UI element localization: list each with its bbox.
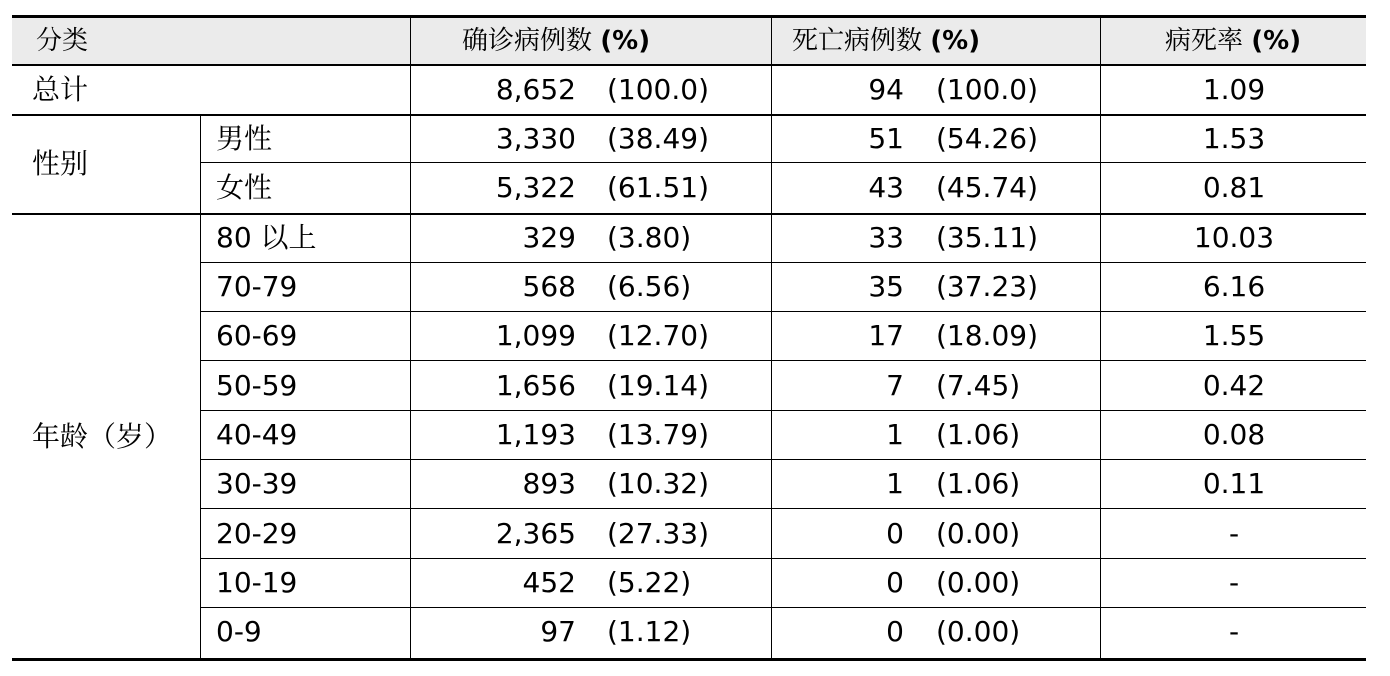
row-label: 20-29 bbox=[216, 517, 298, 550]
row-divider bbox=[12, 213, 1366, 215]
death-count: 7 bbox=[886, 369, 904, 402]
row-label: 女性 bbox=[216, 171, 273, 204]
cfr-value: 0.08 bbox=[1202, 418, 1266, 451]
confirmed-pct: (1.12) bbox=[607, 615, 692, 648]
death-pct: (0.00) bbox=[936, 517, 1021, 550]
confirmed-count: 893 bbox=[522, 467, 576, 500]
death-pct: (1.06) bbox=[936, 418, 1021, 451]
death-pct: (0.00) bbox=[936, 615, 1021, 648]
cfr-value: 0.81 bbox=[1202, 171, 1266, 204]
death-pct: (18.09) bbox=[936, 319, 1039, 352]
row-divider bbox=[200, 262, 1366, 263]
row-label: 30-39 bbox=[216, 467, 298, 500]
death-pct: (7.45) bbox=[936, 369, 1021, 402]
death-pct: (35.11) bbox=[936, 221, 1039, 254]
row-label: 40-49 bbox=[216, 418, 298, 451]
group-total-label: 总计 bbox=[32, 73, 89, 106]
death-pct: (0.00) bbox=[936, 566, 1021, 599]
row-label: 男性 bbox=[216, 122, 273, 155]
death-pct: (37.23) bbox=[936, 270, 1039, 303]
header-cfr: 病死率 (%) bbox=[1165, 26, 1302, 56]
cfr-value: 1.09 bbox=[1202, 73, 1266, 106]
death-count: 43 bbox=[868, 171, 904, 204]
confirmed-pct: (12.70) bbox=[607, 319, 710, 352]
confirmed-count: 1,099 bbox=[495, 319, 576, 352]
confirmed-pct: (61.51) bbox=[607, 171, 710, 204]
confirmed-count: 5,322 bbox=[495, 171, 576, 204]
cfr-value: - bbox=[1228, 615, 1240, 648]
death-count: 1 bbox=[886, 467, 904, 500]
confirmed-count: 97 bbox=[540, 615, 576, 648]
confirmed-pct: (13.79) bbox=[607, 418, 710, 451]
confirmed-pct: (100.0) bbox=[607, 73, 710, 106]
confirmed-pct: (27.33) bbox=[607, 517, 710, 550]
confirmed-count: 568 bbox=[522, 270, 576, 303]
row-divider bbox=[200, 607, 1366, 608]
row-label: 70-79 bbox=[216, 270, 298, 303]
confirmed-count: 8,652 bbox=[495, 73, 576, 106]
column-divider bbox=[771, 15, 772, 658]
row-label: 0-9 bbox=[216, 615, 262, 648]
group-age-label: 年龄（岁） bbox=[32, 420, 173, 453]
row-label: 60-69 bbox=[216, 319, 298, 352]
death-count: 0 bbox=[886, 517, 904, 550]
death-count: 33 bbox=[868, 221, 904, 254]
cfr-value: - bbox=[1228, 566, 1240, 599]
confirmed-count: 3,330 bbox=[495, 122, 576, 155]
death-count: 51 bbox=[868, 122, 904, 155]
cfr-value: 0.42 bbox=[1202, 369, 1266, 402]
column-divider bbox=[200, 114, 201, 658]
row-label: 50-59 bbox=[216, 369, 298, 402]
cfr-value: 10.03 bbox=[1193, 221, 1275, 254]
row-divider bbox=[12, 64, 1366, 66]
row-label: 10-19 bbox=[216, 566, 298, 599]
cfr-value: 1.53 bbox=[1202, 122, 1266, 155]
row-label: 80 以上 bbox=[216, 221, 317, 254]
row-divider bbox=[200, 311, 1366, 312]
column-divider bbox=[1100, 15, 1101, 658]
death-count: 0 bbox=[886, 566, 904, 599]
row-divider bbox=[200, 508, 1366, 509]
row-divider bbox=[200, 162, 1366, 163]
death-pct: (45.74) bbox=[936, 171, 1039, 204]
row-divider bbox=[12, 114, 1366, 116]
confirmed-pct: (5.22) bbox=[607, 566, 692, 599]
death-count: 17 bbox=[868, 319, 904, 352]
confirmed-count: 1,193 bbox=[495, 418, 576, 451]
header-confirmed: 确诊病例数 (%) bbox=[462, 26, 651, 56]
column-divider bbox=[410, 15, 411, 658]
cfr-value: 0.11 bbox=[1202, 467, 1266, 500]
confirmed-count: 1,656 bbox=[495, 369, 576, 402]
row-divider bbox=[200, 459, 1366, 460]
confirmed-pct: (38.49) bbox=[607, 122, 710, 155]
header-row bbox=[12, 15, 1366, 65]
row-divider bbox=[200, 360, 1366, 361]
cfr-value: 6.16 bbox=[1202, 270, 1266, 303]
confirmed-pct: (19.14) bbox=[607, 369, 710, 402]
row-divider bbox=[12, 658, 1366, 661]
death-count: 35 bbox=[868, 270, 904, 303]
row-divider bbox=[200, 558, 1366, 559]
death-pct: (1.06) bbox=[936, 467, 1021, 500]
death-count: 0 bbox=[886, 615, 904, 648]
group-sex-label: 性别 bbox=[32, 147, 89, 180]
cfr-value: - bbox=[1228, 517, 1240, 550]
row-divider bbox=[12, 15, 1366, 18]
confirmed-pct: (3.80) bbox=[607, 221, 692, 254]
death-pct: (100.0) bbox=[936, 73, 1039, 106]
header-deaths: 死亡病例数 (%) bbox=[792, 26, 981, 56]
cfr-value: 1.55 bbox=[1202, 319, 1266, 352]
header-category: 分类 bbox=[36, 26, 89, 56]
confirmed-count: 329 bbox=[522, 221, 576, 254]
confirmed-count: 2,365 bbox=[495, 517, 576, 550]
data-table bbox=[12, 15, 1366, 658]
death-count: 94 bbox=[868, 73, 904, 106]
row-divider bbox=[200, 410, 1366, 411]
confirmed-pct: (6.56) bbox=[607, 270, 692, 303]
death-count: 1 bbox=[886, 418, 904, 451]
confirmed-count: 452 bbox=[522, 566, 576, 599]
confirmed-pct: (10.32) bbox=[607, 467, 710, 500]
death-pct: (54.26) bbox=[936, 122, 1039, 155]
